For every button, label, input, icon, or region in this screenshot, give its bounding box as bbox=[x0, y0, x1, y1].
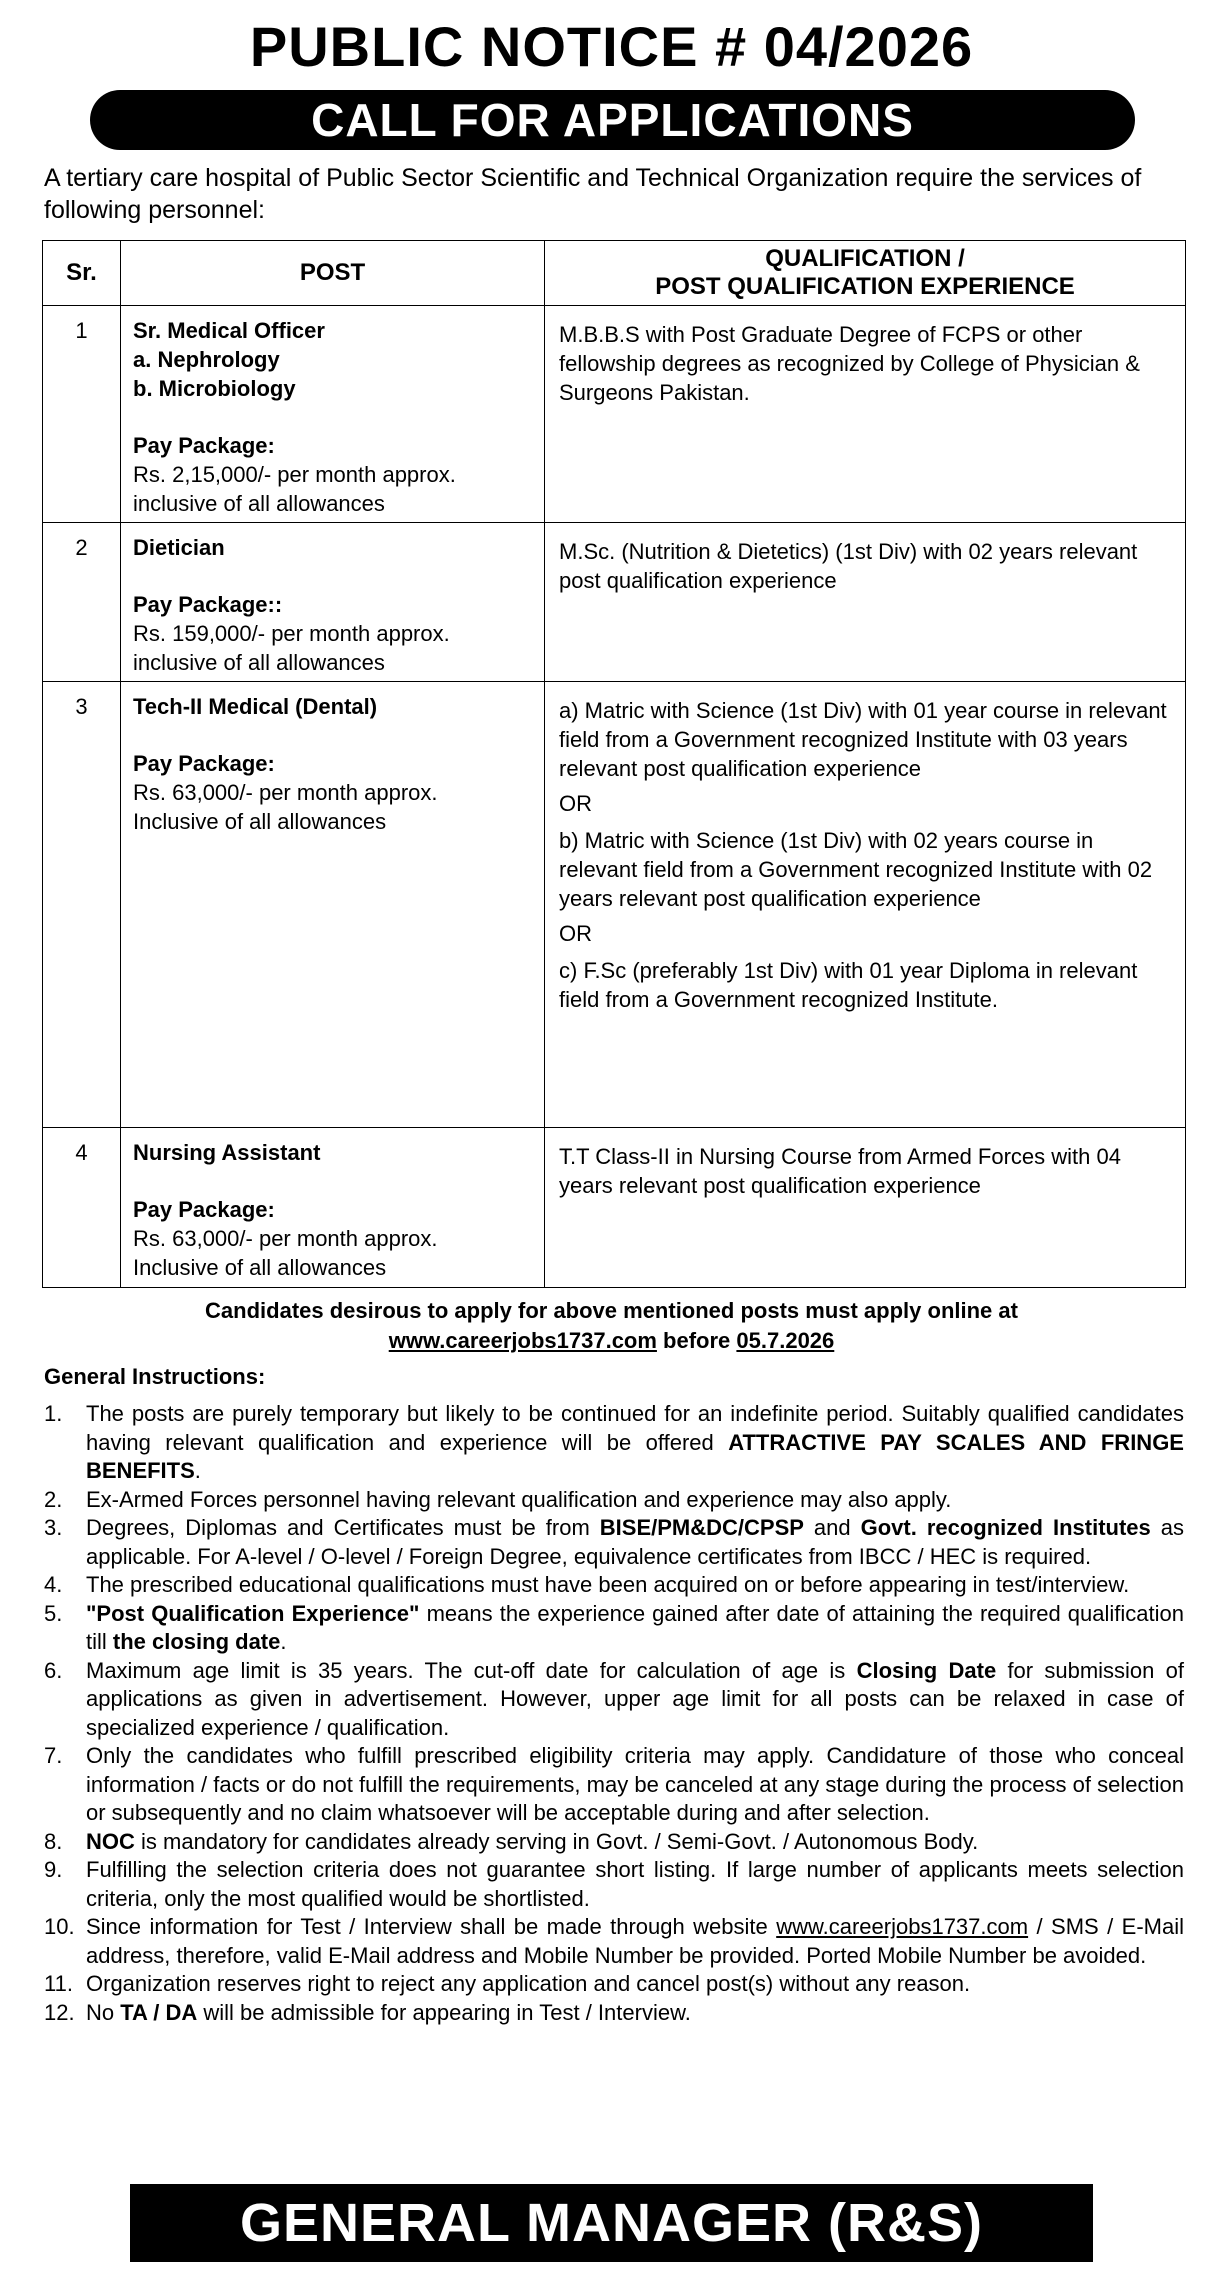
instruction-item bbox=[44, 1514, 1184, 1571]
pay-amount: Rs. 159,000/- per month approx. bbox=[133, 621, 450, 646]
instruction-item bbox=[44, 1657, 1184, 1743]
row-sr: 2 bbox=[43, 523, 121, 682]
post-cell bbox=[121, 306, 545, 523]
instruction-emphasis: "Post Qualification Experience" bbox=[86, 1600, 420, 1626]
table-row bbox=[43, 306, 1186, 523]
pay-allowances: Inclusive of all allowances bbox=[133, 809, 387, 834]
signatory-banner: GENERAL MANAGER (R&S) bbox=[130, 2184, 1093, 2262]
instruction-item bbox=[44, 1571, 1184, 1600]
general-instructions-heading: General Instructions: bbox=[44, 1364, 266, 1389]
instruction-emphasis: Govt. recognized Institutes bbox=[860, 1515, 1151, 1540]
sr-header: Sr. bbox=[43, 241, 121, 306]
instruction-item bbox=[44, 1828, 1184, 1857]
row-sr: 1 bbox=[43, 306, 121, 523]
instruction-item bbox=[44, 1999, 1184, 2028]
qualification-option-b: b) Matric with Science (1st Div) with 02 years course in relevant field from a Government recognized Institute with 02 years relevant post qualification experience bbox=[559, 828, 1153, 911]
qualification-header-line2: POST QUALIFICATION EXPERIENCE bbox=[655, 273, 1075, 300]
instruction-run: as applicable. For A-level / O-level / Foreign Degree, equivalence certificates from IBCC / HEC is required. bbox=[86, 1515, 1184, 1569]
instruction-number: 4. bbox=[44, 1572, 63, 1597]
or-separator: OR bbox=[559, 791, 592, 816]
instruction-text bbox=[86, 1828, 1184, 1857]
instruction-text bbox=[86, 1600, 1184, 1657]
pay-allowances: Inclusive of all allowances bbox=[133, 1255, 387, 1280]
qualification-header bbox=[545, 241, 1186, 306]
post-header: POST bbox=[121, 241, 545, 306]
instruction-run: . bbox=[280, 1629, 287, 1654]
call-for-applications-banner: CALL FOR APPLICATIONS bbox=[90, 90, 1135, 150]
instruction-emphasis: the closing date bbox=[112, 1629, 281, 1654]
instruction-emphasis: NOC bbox=[86, 1828, 135, 1854]
instruction-item bbox=[44, 1600, 1184, 1657]
qualification-cell: M.B.B.S with Post Graduate Degree of FCPS or other fellowship degrees as recognized by College of Physician & Surgeons Pakistan. bbox=[545, 306, 1186, 523]
instruction-website-link[interactable]: www.careerjobs1737.com bbox=[776, 1914, 1029, 1939]
instruction-item bbox=[44, 1970, 1184, 1999]
table-row bbox=[43, 682, 1186, 1128]
instruction-run: Maximum age limit is 35 years. The cut-off date for calculation of age is bbox=[86, 1657, 857, 1683]
instruction-item bbox=[44, 1400, 1184, 1486]
instruction-text bbox=[86, 1657, 1184, 1743]
instruction-text bbox=[86, 1486, 1184, 1515]
post-title: Nursing Assistant bbox=[133, 1140, 321, 1165]
instruction-emphasis: BISE/PM&DC/CPSP bbox=[599, 1515, 804, 1540]
general-instructions-list bbox=[44, 1400, 1184, 2027]
post-title: Dietician bbox=[133, 535, 225, 560]
qualification-option-c: c) F.Sc (preferably 1st Div) with 01 year Diploma in relevant field from a Government recognized Institute. bbox=[559, 958, 1138, 1012]
instruction-run: / SMS / E-Mail address, therefore, valid E-Mail address and Mobile Number be provided. Ported Mobile Number be avoided. bbox=[86, 1914, 1184, 1968]
apply-before-text: before bbox=[656, 1328, 737, 1353]
apply-online-notice bbox=[0, 1296, 1223, 1356]
instruction-item bbox=[44, 1856, 1184, 1913]
instruction-number: 8. bbox=[44, 1828, 63, 1854]
instruction-run: means the experience gained after date of attaining the required qualification till bbox=[86, 1600, 1184, 1654]
table-row bbox=[43, 1128, 1186, 1288]
notice-title: PUBLIC NOTICE # 04/2026 bbox=[249, 15, 974, 78]
post-cell bbox=[121, 1128, 545, 1288]
apply-online-line2 bbox=[0, 1326, 1223, 1356]
qualification-cell: T.T Class-II in Nursing Course from Armed Forces with 04 years relevant post qualification experience bbox=[545, 1128, 1186, 1288]
instruction-run: Organization reserves right to reject any application and cancel post(s) without any reason. bbox=[86, 1971, 971, 1996]
table-row bbox=[43, 523, 1186, 682]
pay-package-label: Pay Package: bbox=[133, 1197, 275, 1222]
instruction-number: 5. bbox=[44, 1600, 63, 1626]
post-title: Sr. Medical Officer bbox=[133, 318, 325, 343]
career-website-link[interactable]: www.careerjobs1737.com bbox=[388, 1328, 657, 1353]
or-separator: OR bbox=[559, 921, 592, 946]
instruction-text bbox=[86, 1514, 1184, 1571]
intro-paragraph: A tertiary care hospital of Public Sector Scientific and Technical Organization require the services of following personnel: bbox=[44, 164, 1142, 224]
instruction-run: No bbox=[86, 1999, 121, 2025]
post-subtitle: b. Microbiology bbox=[133, 376, 296, 401]
instruction-emphasis: Closing Date bbox=[856, 1657, 997, 1683]
pay-package-label: Pay Package:: bbox=[133, 592, 283, 617]
closing-date: 05.7.2026 bbox=[736, 1328, 835, 1353]
instruction-run: . bbox=[194, 1458, 201, 1483]
posts-table bbox=[42, 240, 1186, 1288]
post-cell bbox=[121, 523, 545, 682]
instruction-run: Degrees, Diplomas and Certificates must be from bbox=[86, 1515, 600, 1540]
instruction-number: 6. bbox=[44, 1657, 63, 1683]
instruction-text bbox=[86, 1400, 1184, 1486]
instruction-item bbox=[44, 1486, 1184, 1515]
table-header-row bbox=[43, 241, 1186, 306]
pay-allowances: inclusive of all allowances bbox=[133, 491, 385, 516]
instruction-run: for submission of applications as given in advertisement. However, upper age limit for all posts can be relaxed in case of specialized experience / qualification. bbox=[86, 1657, 1185, 1740]
instruction-run: The posts are purely temporary but likely to be continued for an indefinite period. Suitably qualified candidates having relevant qualification and experience will be offered bbox=[86, 1401, 1184, 1455]
instruction-number: 2. bbox=[44, 1486, 63, 1512]
instruction-number: 7. bbox=[44, 1743, 63, 1768]
pay-allowances: inclusive of all allowances bbox=[133, 650, 385, 675]
post-subtitle: a. Nephrology bbox=[133, 347, 280, 372]
qualification-cell bbox=[545, 682, 1186, 1128]
instruction-text bbox=[86, 1856, 1184, 1913]
instruction-run: is mandatory for candidates already serving in Govt. / Semi-Govt. / Autonomous Body. bbox=[134, 1828, 979, 1854]
post-cell bbox=[121, 682, 545, 1128]
qualification-option-a: a) Matric with Science (1st Div) with 01 year course in relevant field from a Government recognized Institute with 03 years relevant post qualification experience bbox=[559, 698, 1167, 781]
instruction-item bbox=[44, 1913, 1184, 1970]
qualification-header-line1: QUALIFICATION / bbox=[765, 245, 965, 272]
row-sr: 4 bbox=[43, 1128, 121, 1288]
instruction-run: and bbox=[803, 1515, 861, 1540]
instruction-item bbox=[44, 1742, 1184, 1828]
pay-amount: Rs. 63,000/- per month approx. bbox=[133, 780, 438, 805]
instruction-emphasis: TA / DA bbox=[120, 1999, 198, 2025]
instruction-text bbox=[86, 1742, 1184, 1828]
instruction-number: 3. bbox=[44, 1515, 63, 1540]
pay-amount: Rs. 63,000/- per month approx. bbox=[133, 1226, 438, 1251]
instruction-run: Since information for Test / Interview shall be made through website bbox=[86, 1914, 777, 1939]
instruction-run: Fulfilling the selection criteria does not guarantee short listing. If large number of applicants meets selection criteria, only the most qualified would be shortlisted. bbox=[86, 1857, 1184, 1911]
instruction-number: 11. bbox=[44, 1971, 73, 1996]
instruction-number: 10. bbox=[44, 1914, 75, 1939]
pay-amount: Rs. 2,15,000/- per month approx. bbox=[133, 462, 456, 487]
pay-package-label: Pay Package: bbox=[133, 751, 275, 776]
instruction-run: will be admissible for appearing in Test / Interview. bbox=[197, 1999, 691, 2025]
instruction-number: 1. bbox=[44, 1401, 63, 1426]
row-sr: 3 bbox=[43, 682, 121, 1128]
instruction-text bbox=[86, 1970, 1184, 1999]
instruction-text bbox=[86, 1571, 1184, 1600]
instruction-number: 12. bbox=[44, 1999, 75, 2025]
post-title: Tech-II Medical (Dental) bbox=[133, 694, 378, 719]
instruction-run: Only the candidates who fulfill prescribed eligibility criteria may apply. Candidature of those who conceal information / facts or do not fulfill the requirements, may be canceled at any stage during the process of selection or subsequently and no claim whatsoever will be acceptable during and after selection. bbox=[86, 1743, 1184, 1825]
instruction-number: 9. bbox=[44, 1857, 63, 1882]
instruction-text bbox=[86, 1999, 1184, 2028]
apply-online-text: Candidates desirous to apply for above mentioned posts must apply online at bbox=[205, 1298, 1018, 1323]
instruction-emphasis: ATTRACTIVE PAY SCALES AND FRINGE BENEFITS bbox=[86, 1429, 1184, 1483]
instruction-text bbox=[86, 1913, 1184, 1970]
instruction-run: Ex-Armed Forces personnel having relevant qualification and experience may also apply. bbox=[86, 1486, 952, 1512]
qualification-cell: M.Sc. (Nutrition & Dietetics) (1st Div) with 02 years relevant post qualification experience bbox=[545, 523, 1186, 682]
pay-package-label: Pay Package: bbox=[133, 433, 275, 458]
instruction-run: The prescribed educational qualifications must have been acquired on or before appearing in test/interview. bbox=[86, 1572, 1130, 1597]
